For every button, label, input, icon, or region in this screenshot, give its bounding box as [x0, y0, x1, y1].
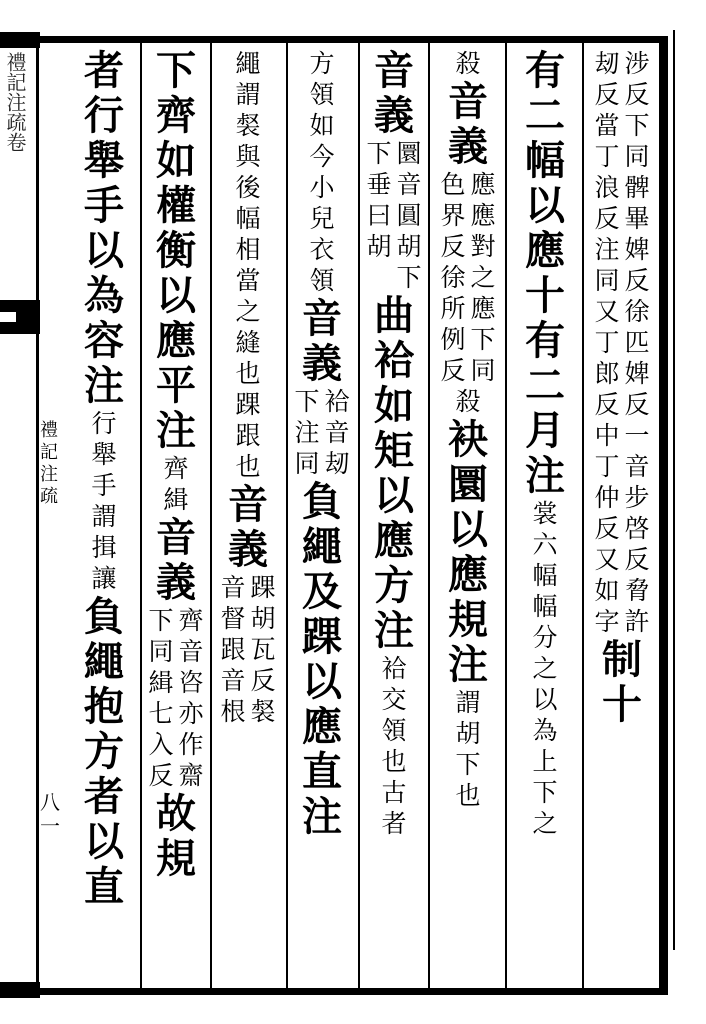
- commentary-text: [163, 453, 189, 515]
- note-char: 浪: [594, 173, 620, 202]
- commentary-char: 謂: [91, 502, 117, 531]
- main-text-char: 如: [374, 382, 414, 429]
- commentary-char: 下: [532, 778, 558, 807]
- commentary-char: 為: [532, 716, 558, 745]
- main-text-char: 舉: [84, 137, 124, 184]
- commentary-char: 衣: [309, 235, 335, 264]
- note-left-line: [148, 605, 174, 791]
- commentary-char: 幅: [532, 592, 558, 621]
- main-text-char: 注: [156, 407, 196, 454]
- frame-right-rule: [659, 36, 668, 995]
- note-char: 瓦: [250, 635, 276, 664]
- note-char: 涉: [624, 49, 650, 78]
- note-double-line: [366, 138, 422, 293]
- interlinear-note: [366, 138, 422, 293]
- interlinear-note: [440, 169, 496, 386]
- commentary-text: [455, 687, 481, 811]
- note-char: 踝: [250, 573, 276, 602]
- leaf-number: [40, 790, 60, 838]
- commentary-char: 之: [235, 297, 261, 326]
- main-text: [225, 482, 271, 572]
- main-text-char: 袷: [374, 337, 414, 384]
- note-right-line: [396, 138, 422, 293]
- note-char: 徐: [624, 297, 650, 326]
- main-text-char: 衡: [156, 227, 196, 274]
- note-double-line: [594, 48, 650, 637]
- note-char: 刼: [594, 49, 620, 78]
- note-char: 同: [624, 142, 650, 171]
- note-right-line: [250, 572, 276, 727]
- main-text-char: 繩: [84, 638, 124, 685]
- note-char: 根: [220, 697, 246, 726]
- text-column-2: [512, 48, 578, 839]
- commentary-char: 如: [309, 111, 335, 140]
- commentary-char: 也: [235, 359, 261, 388]
- main-text-char: 應: [156, 317, 196, 364]
- main-text-char: 及: [302, 568, 342, 615]
- main-text-char: 注: [84, 362, 124, 409]
- main-text-char: 規: [448, 596, 488, 643]
- note-char: 下: [624, 111, 650, 140]
- note-char: 亦: [178, 699, 204, 728]
- commentary-char: 相: [235, 235, 261, 264]
- main-text-char: 者: [84, 47, 124, 94]
- main-text-char: 注: [302, 793, 342, 840]
- main-text-char: 如: [156, 137, 196, 184]
- commentary-char: 與: [235, 142, 261, 171]
- commentary-char: 者: [381, 809, 407, 838]
- main-text-char: 應: [448, 551, 488, 598]
- note-char: 反: [624, 80, 650, 109]
- commentary-char: 謂: [235, 80, 261, 109]
- note-char: 反: [624, 390, 650, 419]
- note-char: 反: [594, 514, 620, 543]
- commentary-char: 也: [381, 747, 407, 776]
- note-char: 音: [624, 452, 650, 481]
- note-char: 七: [148, 699, 174, 728]
- main-text-char: 義: [228, 526, 268, 573]
- main-text-char: 義: [302, 340, 342, 387]
- column-divider: [582, 43, 584, 988]
- main-text-char: 下: [156, 47, 196, 94]
- note-right-line: [470, 169, 496, 386]
- note-char: 同: [594, 266, 620, 295]
- column-divider: [428, 43, 430, 988]
- column-divider: [358, 43, 360, 988]
- note-char: 入: [148, 730, 174, 759]
- main-text-char: 負: [302, 478, 342, 525]
- main-text-char: 制: [602, 636, 642, 683]
- commentary-char: 也: [235, 452, 261, 481]
- main-text: [371, 293, 417, 653]
- commentary-char: 領: [381, 716, 407, 745]
- commentary-char: 古: [381, 778, 407, 807]
- note-char: 下: [470, 325, 496, 354]
- note-char: 反: [148, 761, 174, 790]
- main-text-char: 十: [525, 272, 565, 319]
- note-double-line: [220, 572, 276, 727]
- note-char: 音: [220, 573, 246, 602]
- note-double-line: [294, 386, 350, 479]
- margin-top-fragment: 禮記注疏卷: [3, 52, 27, 152]
- main-text-char: 故: [156, 790, 196, 837]
- main-text-char: 以: [525, 182, 565, 229]
- frame-corner-bottom: [0, 982, 40, 998]
- main-text-char: 直: [84, 863, 124, 910]
- note-char: 緝: [148, 668, 174, 697]
- note-char: 對: [470, 232, 496, 261]
- main-text-char: 以: [374, 472, 414, 519]
- note-char: 胡: [250, 604, 276, 633]
- note-char: 又: [594, 545, 620, 574]
- leaf-number-char: 八: [40, 790, 60, 814]
- commentary-char: 下: [455, 750, 481, 779]
- note-char: 仲: [594, 483, 620, 512]
- note-char: 反: [594, 204, 620, 233]
- note-char: 咨: [178, 668, 204, 697]
- commentary-char: 分: [532, 623, 558, 652]
- commentary-char: 以: [532, 685, 558, 714]
- frame-bottom-rule: [38, 988, 668, 995]
- text-column-1: [590, 48, 654, 727]
- note-char: 胡: [396, 232, 422, 261]
- main-text-char: 應: [302, 703, 342, 750]
- note-char: 圓: [396, 201, 422, 230]
- main-text-char: 十: [602, 681, 642, 728]
- main-text-char: 以: [448, 506, 488, 553]
- note-char: 反: [624, 266, 650, 295]
- note-char: 齋: [178, 761, 204, 790]
- commentary-char: 謂: [455, 688, 481, 717]
- note-char: 如: [594, 576, 620, 605]
- fishtail-notch: [0, 312, 16, 322]
- note-left-line: [294, 386, 320, 479]
- commentary-char: 胡: [455, 719, 481, 748]
- main-text: [599, 637, 645, 727]
- commentary-char: 行: [91, 409, 117, 438]
- text-column-8: [72, 48, 136, 909]
- main-text-char: 有: [525, 47, 565, 94]
- main-text-char: 音: [302, 295, 342, 342]
- note-left-line: [220, 572, 246, 727]
- commentary-char: 上: [532, 747, 558, 776]
- running-head: [40, 420, 58, 508]
- text-column-3: [434, 48, 502, 811]
- main-text: [299, 479, 345, 839]
- note-char: 圜: [396, 139, 422, 168]
- commentary-text: [455, 386, 481, 417]
- note-char: 跟: [220, 635, 246, 664]
- note-char: 之: [470, 263, 496, 292]
- running-head-char: 疏: [40, 486, 58, 507]
- commentary-char: 舉: [91, 440, 117, 469]
- note-char: 應: [470, 170, 496, 199]
- main-text: [522, 48, 568, 498]
- note-char: 下: [396, 263, 422, 292]
- column-divider: [210, 43, 212, 988]
- main-text: [81, 48, 127, 408]
- note-char: 髀: [624, 173, 650, 202]
- frame-right-thin-rule: [673, 30, 675, 950]
- text-column-4: [362, 48, 426, 839]
- text-column-7: [144, 48, 208, 881]
- column-divider: [140, 43, 142, 988]
- commentary-char: 幅: [532, 561, 558, 590]
- main-text-char: 為: [84, 272, 124, 319]
- note-char: 應: [470, 294, 496, 323]
- commentary-text: [381, 653, 407, 839]
- note-char: 督: [220, 604, 246, 633]
- main-text-char: 月: [525, 407, 565, 454]
- main-text: [153, 48, 199, 453]
- main-text: [299, 296, 345, 386]
- commentary-char: 小: [309, 173, 335, 202]
- interlinear-note: [294, 386, 350, 479]
- commentary-char: 領: [309, 80, 335, 109]
- note-char: 同: [148, 637, 174, 666]
- main-text-char: 音: [448, 78, 488, 125]
- note-char: 同: [470, 356, 496, 385]
- commentary-char: 讓: [91, 564, 117, 593]
- main-text-char: 踝: [302, 613, 342, 660]
- interlinear-note: [148, 605, 204, 791]
- main-text-char: 以: [302, 658, 342, 705]
- note-char: 同: [294, 449, 320, 478]
- note-char: 一: [624, 421, 650, 450]
- main-text-char: 以: [84, 227, 124, 274]
- commentary-text: [91, 408, 117, 594]
- main-text-char: 袂: [448, 416, 488, 463]
- note-char: 反: [440, 356, 466, 385]
- main-text: [445, 417, 491, 687]
- note-char: 丁: [594, 452, 620, 481]
- main-text-char: 以: [156, 272, 196, 319]
- main-text-char: 注: [525, 452, 565, 499]
- note-double-line: [440, 169, 496, 386]
- commentary-char: 手: [91, 471, 117, 500]
- main-text-char: 圜: [448, 461, 488, 508]
- note-char: 色: [440, 170, 466, 199]
- main-text-char: 音: [374, 47, 414, 94]
- note-char: 反: [624, 545, 650, 574]
- note-char: 注: [594, 235, 620, 264]
- text-column-5: [290, 48, 354, 839]
- column-divider: [505, 43, 507, 988]
- main-text-char: 注: [448, 641, 488, 688]
- note-char: 當: [594, 111, 620, 140]
- note-left-line: [594, 48, 620, 637]
- note-char: 郎: [594, 359, 620, 388]
- main-text-char: 曲: [374, 292, 414, 339]
- main-text-char: 音: [228, 481, 268, 528]
- main-text-char: 繩: [302, 523, 342, 570]
- main-text-char: 二: [525, 362, 565, 409]
- main-text: [371, 48, 417, 138]
- main-text-char: 直: [302, 748, 342, 795]
- interlinear-note: [594, 48, 650, 637]
- note-char: 下: [366, 139, 392, 168]
- main-text-char: 義: [448, 123, 488, 170]
- note-char: 音: [324, 418, 350, 447]
- note-char: 作: [178, 730, 204, 759]
- commentary-char: 之: [532, 809, 558, 838]
- note-char: 界: [440, 201, 466, 230]
- note-char: 齊: [178, 606, 204, 635]
- note-char: 反: [594, 390, 620, 419]
- column-divider: [286, 43, 288, 988]
- main-text-char: 義: [156, 559, 196, 606]
- note-char: 反: [594, 80, 620, 109]
- note-char: 曰: [366, 201, 392, 230]
- main-text-char: 二: [525, 92, 565, 139]
- main-text-char: 方: [374, 562, 414, 609]
- commentary-char: 方: [309, 49, 335, 78]
- text-column-6: [214, 48, 282, 727]
- main-text-char: 矩: [374, 427, 414, 474]
- note-char: 所: [440, 294, 466, 323]
- commentary-char: 裳: [532, 499, 558, 528]
- note-char: 又: [594, 297, 620, 326]
- commentary-char: 今: [309, 142, 335, 171]
- note-char: 匹: [624, 328, 650, 357]
- commentary-char: 袷: [381, 654, 407, 683]
- main-text-char: 權: [156, 182, 196, 229]
- main-text-char: 義: [374, 92, 414, 139]
- commentary-char: 六: [532, 530, 558, 559]
- leaf-number-char: 一: [40, 814, 60, 838]
- note-char: 步: [624, 483, 650, 512]
- note-char: 裻: [250, 697, 276, 726]
- note-char: 脅: [624, 576, 650, 605]
- commentary-text: [532, 498, 558, 839]
- main-text-char: 者: [84, 773, 124, 820]
- commentary-char: 緝: [163, 485, 189, 514]
- frame-corner-top: [0, 32, 40, 48]
- note-char: 音: [220, 666, 246, 695]
- note-char: 下: [148, 606, 174, 635]
- note-char: 許: [624, 607, 650, 636]
- main-text-char: 注: [374, 607, 414, 654]
- running-head-char: 記: [40, 442, 58, 463]
- note-char: 畢: [624, 204, 650, 233]
- commentary-char: 揖: [91, 533, 117, 562]
- main-text: [445, 79, 491, 169]
- note-left-line: [440, 169, 466, 386]
- note-char: 刼: [324, 449, 350, 478]
- main-text-char: 有: [525, 317, 565, 364]
- note-char: 應: [470, 201, 496, 230]
- note-left-line: [366, 138, 392, 293]
- main-text-char: 抱: [84, 683, 124, 730]
- main-text-char: 平: [156, 362, 196, 409]
- main-text-char: 音: [156, 514, 196, 561]
- commentary-char: 縫: [235, 328, 261, 357]
- main-text-char: 應: [525, 227, 565, 274]
- running-head-char: 禮: [40, 420, 58, 441]
- note-right-line: [178, 605, 204, 791]
- note-char: 丁: [594, 328, 620, 357]
- commentary-char: 齊: [163, 454, 189, 483]
- main-text-char: 負: [84, 593, 124, 640]
- main-text: [81, 594, 127, 909]
- commentary-char: 踝: [235, 390, 261, 419]
- commentary-text: [309, 48, 335, 296]
- commentary-text: [455, 48, 481, 79]
- note-char: 反: [250, 666, 276, 695]
- note-char: 徐: [440, 263, 466, 292]
- commentary-char: 之: [532, 654, 558, 683]
- note-right-line: [624, 48, 650, 637]
- main-text-char: 容: [84, 317, 124, 364]
- commentary-char: 殺: [455, 49, 481, 78]
- commentary-char: 領: [309, 266, 335, 295]
- note-char: 例: [440, 325, 466, 354]
- note-char: 袷: [324, 387, 350, 416]
- main-text-char: 以: [84, 818, 124, 865]
- commentary-char: 跟: [235, 421, 261, 450]
- note-double-line: [148, 605, 204, 791]
- main-text-char: 規: [156, 835, 196, 882]
- interlinear-note: [220, 572, 276, 727]
- note-char: 音: [396, 170, 422, 199]
- note-char: 中: [594, 421, 620, 450]
- note-char: 音: [178, 637, 204, 666]
- frame-top-rule: [38, 36, 668, 43]
- main-text-char: 幅: [525, 137, 565, 184]
- main-text-char: 行: [84, 92, 124, 139]
- commentary-char: 殺: [455, 387, 481, 416]
- commentary-char: 交: [381, 685, 407, 714]
- commentary-char: 也: [455, 781, 481, 810]
- note-char: 胡: [366, 232, 392, 261]
- main-text-char: 齊: [156, 92, 196, 139]
- note-right-line: [324, 386, 350, 479]
- commentary-char: 繩: [235, 49, 261, 78]
- note-char: 婢: [624, 235, 650, 264]
- main-text-char: 應: [374, 517, 414, 564]
- note-char: 下: [294, 387, 320, 416]
- note-char: 字: [594, 607, 620, 636]
- note-char: 啓: [624, 514, 650, 543]
- main-text: [153, 791, 199, 881]
- main-text: [153, 515, 199, 605]
- commentary-char: 幅: [235, 204, 261, 233]
- note-char: 丁: [594, 142, 620, 171]
- main-text-char: 方: [84, 728, 124, 775]
- commentary-char: 兒: [309, 204, 335, 233]
- note-char: 婢: [624, 359, 650, 388]
- main-text-char: 手: [84, 182, 124, 229]
- commentary-char: 當: [235, 266, 261, 295]
- running-head-char: 注: [40, 464, 58, 485]
- note-char: 垂: [366, 170, 392, 199]
- commentary-char: 裻: [235, 111, 261, 140]
- frame-left-rule: [36, 36, 39, 995]
- note-char: 注: [294, 418, 320, 447]
- commentary-char: 後: [235, 173, 261, 202]
- note-char: 反: [440, 232, 466, 261]
- commentary-text: [235, 48, 261, 482]
